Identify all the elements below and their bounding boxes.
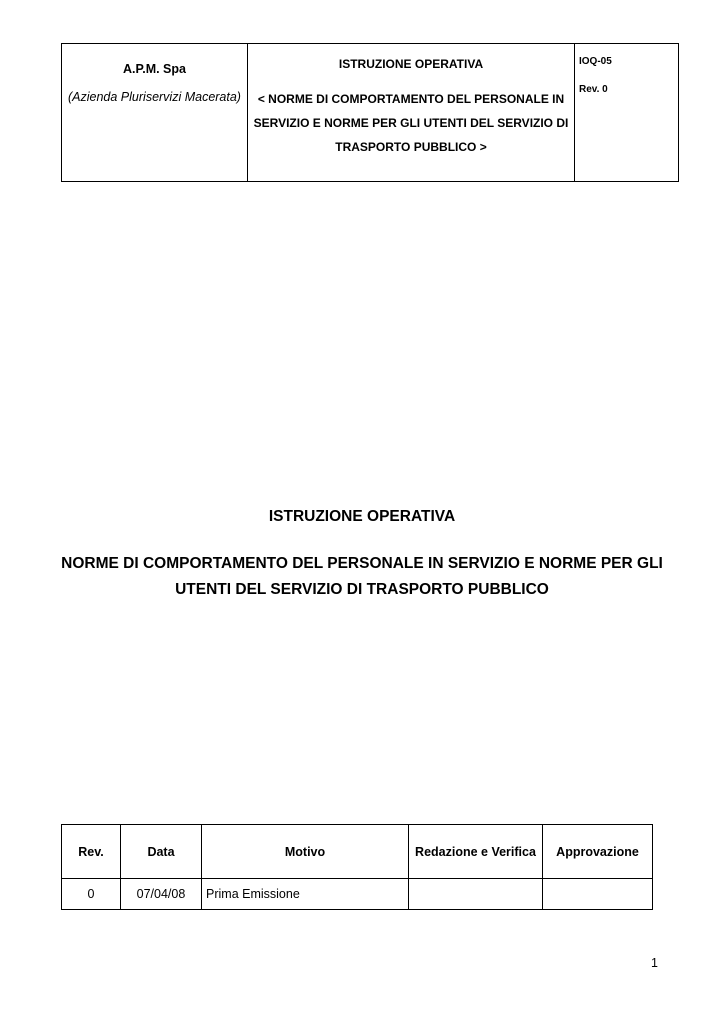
doc-revision: Rev. 0: [579, 84, 608, 95]
document-header: [61, 43, 679, 182]
company-fullname: (Azienda Pluriservizi Macerata): [68, 90, 241, 104]
column-header-approvazione: Approvazione: [543, 825, 653, 879]
doc-type: ISTRUZIONE OPERATIVA: [338, 57, 484, 71]
cell-approvazione: [543, 879, 653, 910]
doc-code: IOQ-05: [579, 56, 612, 67]
page-number: 1: [651, 956, 658, 970]
company-name: A.P.M. Spa: [123, 62, 186, 76]
cell-rev: 0: [62, 879, 121, 910]
revision-header-row: [62, 825, 653, 879]
main-title: ISTRUZIONE OPERATIVA: [268, 508, 456, 525]
doc-title-cell: [248, 44, 575, 182]
cell-data: 07/04/08: [121, 879, 202, 910]
cell-motivo: Prima Emissione: [202, 879, 409, 910]
column-header-data: Data: [121, 825, 202, 879]
company-cell: [62, 44, 248, 182]
cell-redazione: [409, 879, 543, 910]
column-header-rev: Rev.: [62, 825, 121, 879]
column-header-redazione: Redazione e Verifica: [409, 825, 543, 879]
main-subtitle: NORME DI COMPORTAMENTO DEL PERSONALE IN SERVIZIO E NORME PER GLI UTENTI DEL SERVIZIO DI TRASPORTO PUBBLICO: [61, 555, 663, 598]
revision-table: [61, 824, 653, 910]
table-row: [62, 879, 653, 910]
doc-title: < NORME DI COMPORTAMENTO DEL PERSONALE IN SERVIZIO E NORME PER GLI UTENTI DEL SERVIZIO DI TRASPORTO PUBBLICO >: [253, 92, 569, 154]
doc-code-cell: [575, 44, 679, 182]
column-header-motivo: Motivo: [202, 825, 409, 879]
